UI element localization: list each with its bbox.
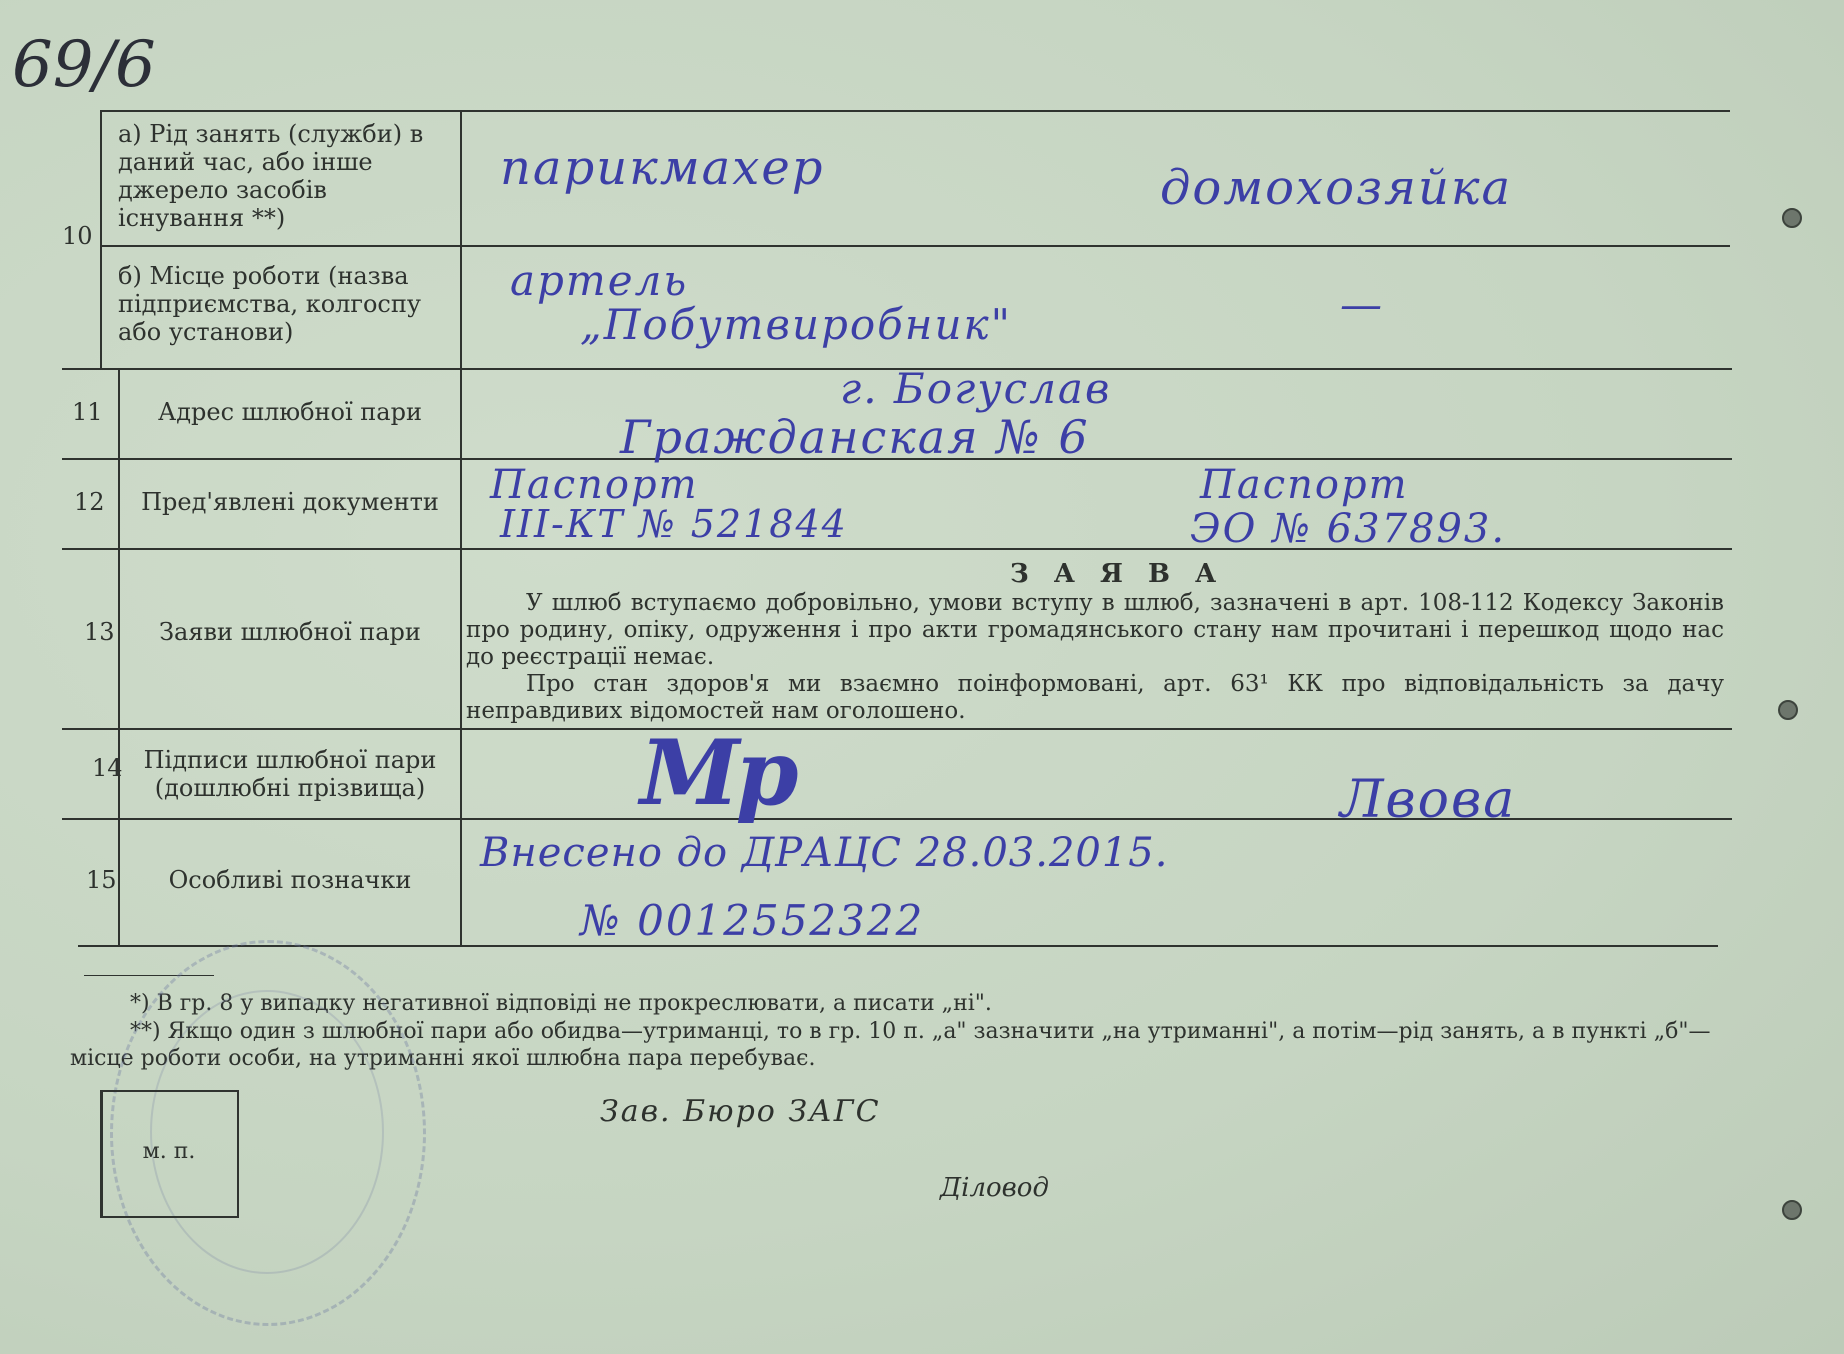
head-zags-caption: Зав. Бюро ЗАГС	[600, 1094, 881, 1129]
document-groom-number: III-КТ № 521844	[500, 502, 848, 546]
table-rule	[100, 110, 1730, 112]
occupation-groom: парикмахер	[500, 140, 825, 196]
workplace-groom-line2: „Побутвиробник"	[580, 300, 1012, 349]
table-rule	[100, 245, 1730, 247]
row-number: 11	[72, 398, 103, 426]
special-note-line2: № 0012552322	[580, 896, 925, 945]
statement-title: З А Я В А	[1010, 559, 1225, 589]
binder-hole	[1782, 1200, 1802, 1220]
document-bride-number: ЭО № 637893.	[1190, 506, 1507, 552]
row-number: 12	[74, 488, 105, 516]
address-street: Гражданская № 6	[620, 410, 1090, 464]
row-number: 15	[86, 866, 117, 894]
address-city: г. Богуслав	[840, 364, 1112, 413]
document-bride-title: Паспорт	[1200, 462, 1409, 508]
statement-paragraph-1: У шлюб вступаємо добровільно, умови вступу в шлюб, зазначені в арт. 108-112 Кодексу Законів про родину, опіку, одруження і про акти громадянського стану нам прочитані і перешкод щодо нас до реєстрації немає.	[466, 590, 1724, 670]
label-workplace: б) Місце роботи (назва підприємства, колгоспу або установи)	[118, 262, 421, 346]
workplace-groom-line1: артель	[510, 256, 689, 305]
stamp-label: м. п.	[142, 1139, 196, 1164]
footnote-1: *) В гр. 8 у випадку негативної відповіді не прокреслювати, а писати „ні".	[130, 991, 992, 1016]
footnote-2: **) Якщо один з шлюбної пари або обидва—утриманці, то в гр. 10 п. „а" зазначити „на утриманні", а потім—рід занять, а в пункті „б"—місце роботи особи, на утриманні якої шлюбна пара перебуває.	[70, 1019, 1711, 1071]
binder-hole	[1778, 700, 1798, 720]
column-rule	[118, 368, 120, 945]
label-statements: Заяви шлюбної пари	[159, 618, 421, 646]
workplace-bride: —	[1340, 280, 1384, 329]
occupation-bride: домохозяйка	[1160, 160, 1513, 216]
binder-hole	[1782, 208, 1802, 228]
label-signatures: Підписи шлюбної пари (дошлюбні прізвища)	[143, 746, 437, 802]
statement-paragraph-2: Про стан здоров'я ми взаємно поінформовані, арт. 63¹ КК про відповідальність за дачу неправдивих відомостей нам оголошено.	[466, 671, 1724, 724]
signature-groom: Мр	[640, 720, 795, 826]
special-note-line1: Внесено до ДРАЦС 28.03.2015.	[480, 830, 1169, 876]
corner-archive-mark: 69/6	[12, 28, 156, 102]
row-number: 13	[84, 618, 115, 646]
statement-body	[466, 590, 1724, 725]
row-number: 10	[62, 222, 93, 250]
label-occupation: а) Рід занять (служби) в даний час, або інше джерело засобів існування **)	[118, 120, 424, 232]
document-groom-title: Паспорт	[490, 462, 699, 508]
column-rule	[460, 110, 462, 945]
clerk-caption: Діловод	[940, 1173, 1049, 1203]
label-special-notes: Особливі позначки	[168, 866, 412, 894]
table-rule	[62, 728, 1732, 730]
signature-bride: Лвова	[1340, 770, 1517, 830]
label-address: Адрес шлюбної пари	[158, 398, 422, 426]
table-rule	[78, 945, 1718, 947]
row-number: 14	[92, 754, 123, 782]
label-documents: Пред'явлені документи	[141, 488, 439, 516]
column-rule	[100, 110, 102, 368]
